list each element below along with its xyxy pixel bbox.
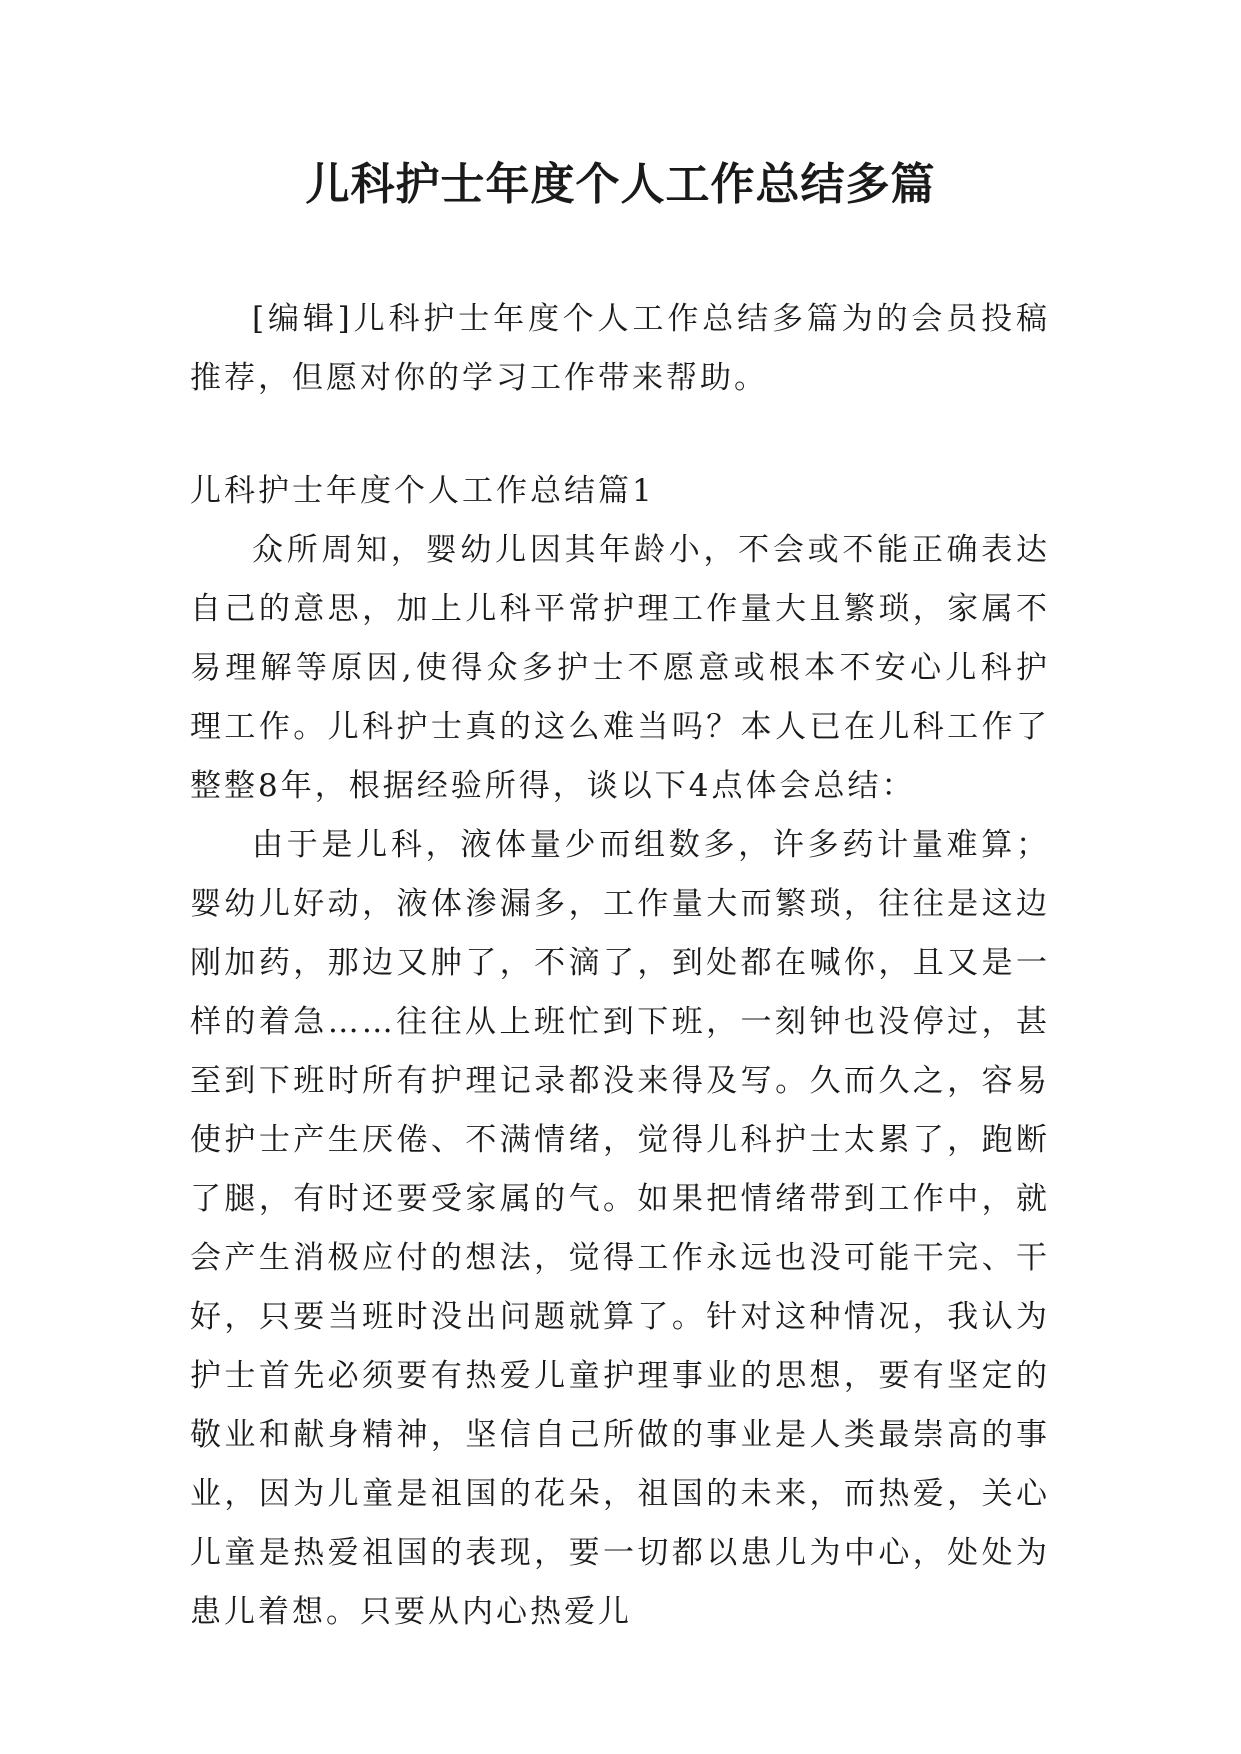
- section-heading: 儿科护士年度个人工作总结篇1: [190, 473, 655, 509]
- body-paragraph: 由于是儿科，液体量少而组数多，许多药计量难算；婴幼儿好动，液体渗漏多，工作量大而繁琐，往往是这边刚加药，那边又肿了，不滴了，到处都在喊你，且又是一样的着急……往往从上班忙到下班，一刻钟也没停过，甚至到下班时所有护理记录都没来得及写。久而久之，容易使护士产生厌倦、不满情绪，觉得儿科护士太累了，跑断了腿，有时还要受家属的气。如果把情绪带到工作中，就会产生消极应付的想法，觉得工作永远也没可能干完、干好，只要当班时没出问题就算了。针对这种情况，我认为护士首先必须要有热爱儿童护理事业的思想，要有坚定的敬业和献身精神，坚信自己所做的事业是人类最崇高的事业，因为儿童是祖国的花朵，祖国的未来，而热爱，关心儿童是热爱祖国的表现，要一切都以患儿为中心，处处为患儿着想。只要从内心热爱儿: [190, 827, 1050, 1630]
- document-title: 儿科护士年度个人工作总结多篇: [305, 159, 936, 210]
- document-body: [190, 290, 1050, 1642]
- intro-paragraph: [编辑]儿科护士年度个人工作总结多篇为的会员投稿推荐，但愿对你的学习工作带来帮助。: [190, 301, 1050, 396]
- body-paragraph: 众所周知，婴幼儿因其年龄小，不会或不能正确表达自己的意思，加上儿科平常护理工作量大且繁琐，家属不易理解等原因,使得众多护士不愿意或根本不安心儿科护理工作。儿科护士真的这么难当吗？本人已在儿科工作了整整8年，根据经验所得，谈以下4点体会总结：: [190, 532, 1050, 804]
